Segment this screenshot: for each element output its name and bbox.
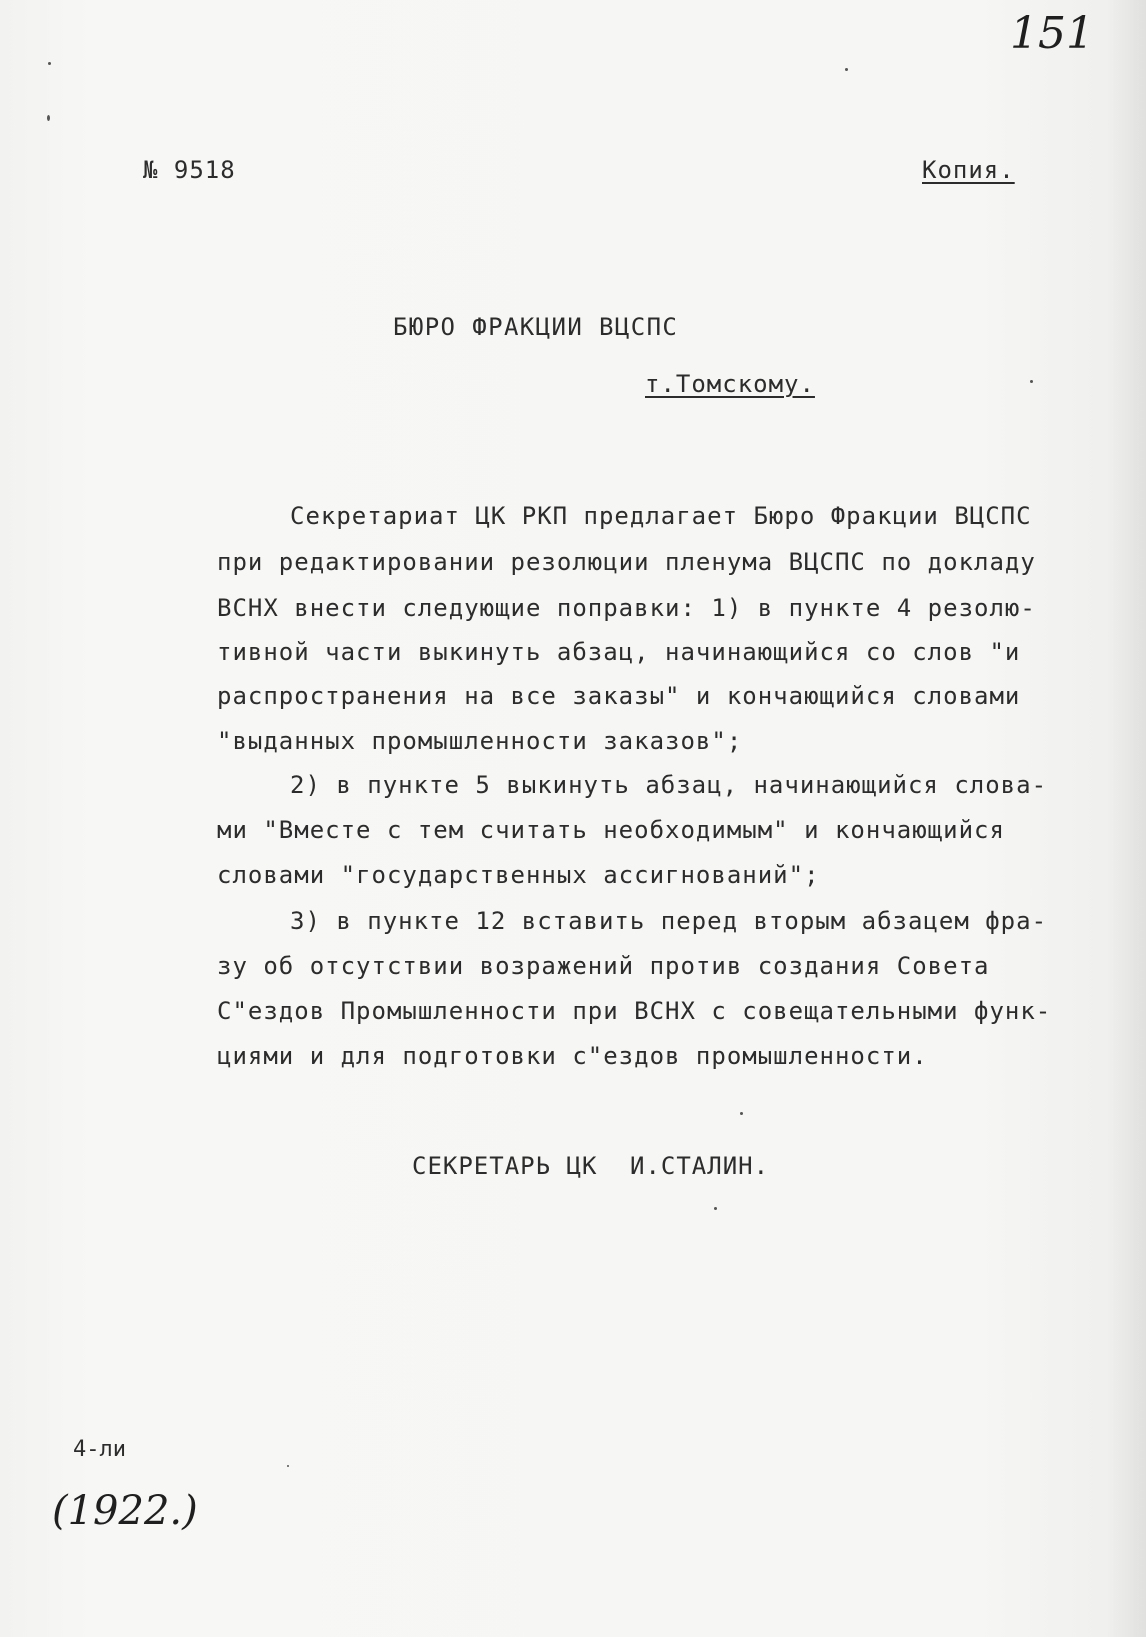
handwritten-year: (1922.) <box>52 1488 198 1534</box>
signature-name: И.СТАЛИН. <box>630 1152 770 1180</box>
signature-title: СЕКРЕТАРЬ ЦК <box>412 1152 598 1180</box>
paper-speck <box>845 68 848 71</box>
body-line-12: С"ездов Промышленности при ВСНХ с совещательными функ- <box>217 997 1052 1025</box>
body-line-2: при редактировании резолюции пленума ВЦСПС по докладу <box>217 548 1036 576</box>
document-number: № 9518 <box>143 156 236 184</box>
body-line-10: 3) в пункте 12 вставить перед вторым абзацем фра- <box>290 907 1048 935</box>
paper-speck <box>287 1465 289 1467</box>
body-line-7: 2) в пункте 5 выкинуть абзац, начинающийся слова- <box>290 771 1048 799</box>
body-line-3: ВСНХ внести следующие поправки: 1) в пункте 4 резолю- <box>217 594 1036 622</box>
body-line-13: циями и для подготовки с"ездов промышленности. <box>217 1042 928 1070</box>
body-line-11: зу об отсутствии возражений против создания Совета <box>217 952 990 980</box>
body-line-4: тивной части выкинуть абзац, начинающийся со слов "и <box>217 638 1021 666</box>
typist-mark: 4-ли <box>73 1437 126 1462</box>
body-line-1: Секретариат ЦК РКП предлагает Бюро Фракции ВЦСПС <box>290 502 1032 530</box>
paper-speck <box>1030 380 1033 383</box>
addressee-person: т.Томскому. <box>645 370 815 398</box>
copy-label: Копия. <box>922 156 1015 184</box>
body-line-5: распространения на все заказы" и кончающийся словами <box>217 682 1021 710</box>
body-line-9: словами "государственных ассигнований"; <box>217 861 820 889</box>
page-shadow <box>1106 0 1146 1637</box>
paper-speck <box>48 62 51 65</box>
body-line-6: "выданных промышленности заказов"; <box>217 727 743 755</box>
body-line-8: ми "Вместе с тем считать необходимым" и кончающийся <box>217 816 1005 844</box>
paper-speck <box>740 1112 743 1115</box>
paper-speck <box>714 1207 717 1210</box>
paper-speck <box>47 115 50 121</box>
archive-page-number: 151 <box>1010 8 1094 59</box>
addressee-organization: БЮРО ФРАКЦИИ ВЦСПС <box>393 313 679 341</box>
